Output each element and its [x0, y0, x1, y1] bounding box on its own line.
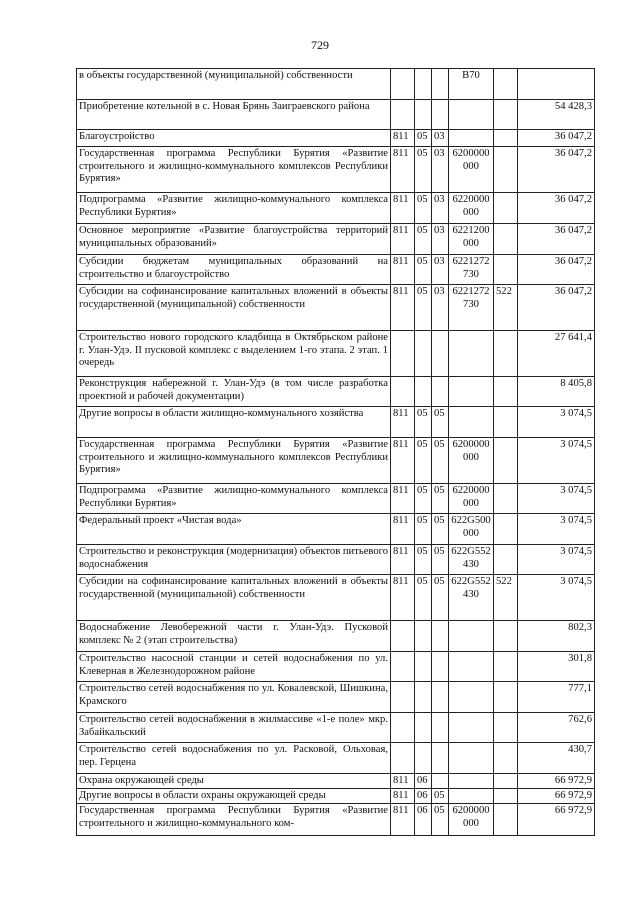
target-article-cell: [449, 682, 494, 713]
subsection-code-cell: 05: [432, 438, 449, 484]
item-name-cell: Другие вопросы в области жилищно-коммунального хозяйства: [77, 407, 391, 438]
target-article-cell: [449, 377, 494, 407]
subsection-code-cell: 03: [432, 285, 449, 331]
expense-type-cell: [494, 130, 518, 147]
amount-cell: 762,6: [518, 713, 595, 743]
expense-type-cell: [494, 789, 518, 804]
target-article-cell: 6220000 000: [449, 484, 494, 514]
subsection-code-cell: [432, 682, 449, 713]
section-code-cell: [415, 743, 432, 774]
item-name-cell: Субсидии на софинансирование капитальных вложений в объекты государственной (муниципальной) собственности: [77, 285, 391, 331]
table-row: [77, 438, 595, 484]
amount-cell: 66 972,9: [518, 804, 595, 836]
item-name-cell: Основное мероприятие «Развитие благоустройства территорий муниципальных образований»: [77, 224, 391, 255]
amount-cell: 3 074,5: [518, 545, 595, 575]
expense-type-cell: [494, 774, 518, 789]
expense-type-cell: [494, 713, 518, 743]
target-article-cell: 6200000 000: [449, 804, 494, 836]
item-name-cell: Реконструкция набережной г. Улан-Удэ (в том числе разработка проектной и рабочей документации): [77, 377, 391, 407]
grbs-code-cell: 811: [391, 484, 415, 514]
table-row: [77, 224, 595, 255]
page-number: 729: [311, 38, 329, 52]
expense-type-cell: [494, 255, 518, 285]
subsection-code-cell: 03: [432, 193, 449, 224]
amount-cell: 54 428,3: [518, 100, 595, 130]
grbs-code-cell: [391, 682, 415, 713]
subsection-code-cell: [432, 713, 449, 743]
item-name-cell: Строительство сетей водоснабжения по ул. Ковалевской, Шишкина, Крамского: [77, 682, 391, 713]
target-article-cell: 622G552 430: [449, 545, 494, 575]
amount-cell: 3 074,5: [518, 407, 595, 438]
grbs-code-cell: [391, 743, 415, 774]
amount-cell: 36 047,2: [518, 224, 595, 255]
amount-cell: 36 047,2: [518, 147, 595, 193]
subsection-code-cell: [432, 743, 449, 774]
expense-type-cell: 522: [494, 285, 518, 331]
amount-cell: 301,8: [518, 652, 595, 682]
subsection-code-cell: 05: [432, 804, 449, 836]
item-name-cell: в объекты государственной (муниципальной) собственности: [77, 69, 391, 100]
expense-type-cell: 522: [494, 575, 518, 621]
expense-type-cell: [494, 224, 518, 255]
item-name-cell: Другие вопросы в области охраны окружающей среды: [77, 789, 391, 804]
table-row: [77, 545, 595, 575]
item-name-cell: Подпрограмма «Развитие жилищно-коммунального комплекса Республики Бурятия»: [77, 193, 391, 224]
item-name-cell: Строительство и реконструкция (модернизация) объектов питьевого водоснабжения: [77, 545, 391, 575]
table-row: [77, 100, 595, 130]
subsection-code-cell: 03: [432, 147, 449, 193]
item-name-cell: Благоустройство: [77, 130, 391, 147]
table-row: [77, 193, 595, 224]
table-row: [77, 331, 595, 377]
expense-type-cell: [494, 652, 518, 682]
item-name-cell: Строительство сетей водоснабжения по ул. Расковой, Ольховая, пер. Герцена: [77, 743, 391, 774]
table-row: [77, 407, 595, 438]
amount-cell: 3 074,5: [518, 514, 595, 545]
target-article-cell: [449, 130, 494, 147]
expense-type-cell: [494, 682, 518, 713]
expense-type-cell: [494, 193, 518, 224]
item-name-cell: Подпрограмма «Развитие жилищно-коммунального комплекса Республики Бурятия»: [77, 484, 391, 514]
item-name-cell: Приобретение котельной в с. Новая Брянь Заиграевского района: [77, 100, 391, 130]
section-code-cell: 05: [415, 545, 432, 575]
table-row: [77, 575, 595, 621]
table-row: [77, 713, 595, 743]
expense-type-cell: [494, 438, 518, 484]
budget-table: [76, 68, 595, 836]
item-name-cell: Строительство сетей водоснабжения в жилмассиве «1-е поле» мкр. Забайкальский: [77, 713, 391, 743]
grbs-code-cell: [391, 621, 415, 652]
section-code-cell: 06: [415, 789, 432, 804]
expense-type-cell: [494, 407, 518, 438]
item-name-cell: Государственная программа Республики Бурятия «Развитие строительного и жилищно-коммунального комплексов Республики Бурятия»: [77, 147, 391, 193]
item-name-cell: Государственная программа Республики Бурятия «Развитие строительного и жилищно-коммунального ком-: [77, 804, 391, 836]
amount-cell: 36 047,2: [518, 193, 595, 224]
table-row: [77, 484, 595, 514]
target-article-cell: [449, 100, 494, 130]
grbs-code-cell: 811: [391, 545, 415, 575]
table-body: [77, 69, 595, 836]
target-article-cell: 622G500 000: [449, 514, 494, 545]
subsection-code-cell: 03: [432, 224, 449, 255]
subsection-code-cell: 03: [432, 255, 449, 285]
target-article-cell: [449, 652, 494, 682]
grbs-code-cell: 811: [391, 147, 415, 193]
grbs-code-cell: [391, 713, 415, 743]
grbs-code-cell: [391, 331, 415, 377]
grbs-code-cell: 811: [391, 130, 415, 147]
section-code-cell: 05: [415, 438, 432, 484]
subsection-code-cell: 05: [432, 407, 449, 438]
table-row: [77, 255, 595, 285]
target-article-cell: 622G552 430: [449, 575, 494, 621]
section-code-cell: [415, 621, 432, 652]
amount-cell: 3 074,5: [518, 484, 595, 514]
grbs-code-cell: 811: [391, 285, 415, 331]
section-code-cell: [415, 713, 432, 743]
section-code-cell: 05: [415, 484, 432, 514]
table-row: [77, 652, 595, 682]
subsection-code-cell: [432, 100, 449, 130]
table-row: [77, 743, 595, 774]
target-article-cell: 6221272 730: [449, 285, 494, 331]
amount-cell: 430,7: [518, 743, 595, 774]
subsection-code-cell: [432, 331, 449, 377]
table-row: [77, 285, 595, 331]
table-row: [77, 130, 595, 147]
grbs-code-cell: 811: [391, 514, 415, 545]
expense-type-cell: [494, 545, 518, 575]
grbs-code-cell: 811: [391, 193, 415, 224]
item-name-cell: Федеральный проект «Чистая вода»: [77, 514, 391, 545]
amount-cell: 36 047,2: [518, 130, 595, 147]
expense-type-cell: [494, 331, 518, 377]
section-code-cell: [415, 652, 432, 682]
table-row: [77, 621, 595, 652]
grbs-code-cell: 811: [391, 575, 415, 621]
table-row: [77, 804, 595, 836]
subsection-code-cell: [432, 69, 449, 100]
amount-cell: 66 972,9: [518, 774, 595, 789]
table-row: [77, 514, 595, 545]
item-name-cell: Строительство насосной станции и сетей водоснабжения по ул. Клеверная в Железнодорожном районе: [77, 652, 391, 682]
item-name-cell: Строительство нового городского кладбища в Октябрьском районе г. Улан-Удэ. II пусковой комплекс с выделением 1-го этапа. 2 этап. 1 очередь: [77, 331, 391, 377]
section-code-cell: 05: [415, 255, 432, 285]
target-article-cell: B70: [449, 69, 494, 100]
amount-cell: 36 047,2: [518, 255, 595, 285]
subsection-code-cell: [432, 621, 449, 652]
section-code-cell: [415, 69, 432, 100]
item-name-cell: Субсидии на софинансирование капитальных вложений в объекты государственной (муниципальной) собственности: [77, 575, 391, 621]
subsection-code-cell: 05: [432, 789, 449, 804]
subsection-code-cell: [432, 652, 449, 682]
expense-type-cell: [494, 621, 518, 652]
table-row: [77, 774, 595, 789]
grbs-code-cell: 811: [391, 774, 415, 789]
amount-cell: [518, 69, 595, 100]
grbs-code-cell: 811: [391, 804, 415, 836]
table-row: [77, 377, 595, 407]
section-code-cell: 05: [415, 147, 432, 193]
subsection-code-cell: [432, 774, 449, 789]
section-code-cell: 05: [415, 285, 432, 331]
table-row: [77, 682, 595, 713]
subsection-code-cell: 05: [432, 484, 449, 514]
expense-type-cell: [494, 69, 518, 100]
amount-cell: 36 047,2: [518, 285, 595, 331]
item-name-cell: Водоснабжение Левобережной части г. Улан-Удэ. Пусковой комплекс № 2 (этап строительства): [77, 621, 391, 652]
grbs-code-cell: [391, 69, 415, 100]
section-code-cell: [415, 100, 432, 130]
item-name-cell: Охрана окружающей среды: [77, 774, 391, 789]
amount-cell: 3 074,5: [518, 438, 595, 484]
section-code-cell: [415, 377, 432, 407]
target-article-cell: [449, 407, 494, 438]
section-code-cell: 05: [415, 407, 432, 438]
amount-cell: 66 972,9: [518, 789, 595, 804]
target-article-cell: 6221200 000: [449, 224, 494, 255]
section-code-cell: 05: [415, 130, 432, 147]
amount-cell: 3 074,5: [518, 575, 595, 621]
section-code-cell: [415, 682, 432, 713]
section-code-cell: 05: [415, 224, 432, 255]
section-code-cell: 05: [415, 193, 432, 224]
grbs-code-cell: [391, 652, 415, 682]
amount-cell: 27 641,4: [518, 331, 595, 377]
subsection-code-cell: 05: [432, 545, 449, 575]
expense-type-cell: [494, 743, 518, 774]
table-row: [77, 147, 595, 193]
expense-type-cell: [494, 377, 518, 407]
section-code-cell: [415, 331, 432, 377]
grbs-code-cell: 811: [391, 438, 415, 484]
table-row: [77, 789, 595, 804]
item-name-cell: Государственная программа Республики Бурятия «Развитие строительного и жилищно-коммунального комплексов Республики Бурятия»: [77, 438, 391, 484]
subsection-code-cell: 05: [432, 514, 449, 545]
section-code-cell: 06: [415, 804, 432, 836]
item-name-cell: Субсидии бюджетам муниципальных образований на строительство и благоустройство: [77, 255, 391, 285]
table-row: [77, 69, 595, 100]
target-article-cell: 6221272 730: [449, 255, 494, 285]
expense-type-cell: [494, 147, 518, 193]
target-article-cell: 6200000 000: [449, 438, 494, 484]
expense-type-cell: [494, 100, 518, 130]
grbs-code-cell: [391, 377, 415, 407]
section-code-cell: 05: [415, 514, 432, 545]
subsection-code-cell: 03: [432, 130, 449, 147]
target-article-cell: [449, 331, 494, 377]
expense-type-cell: [494, 514, 518, 545]
target-article-cell: [449, 789, 494, 804]
target-article-cell: [449, 774, 494, 789]
amount-cell: 777,1: [518, 682, 595, 713]
target-article-cell: [449, 713, 494, 743]
grbs-code-cell: 811: [391, 255, 415, 285]
grbs-code-cell: [391, 100, 415, 130]
subsection-code-cell: [432, 377, 449, 407]
section-code-cell: 05: [415, 575, 432, 621]
expense-type-cell: [494, 804, 518, 836]
grbs-code-cell: 811: [391, 224, 415, 255]
amount-cell: 8 405,8: [518, 377, 595, 407]
target-article-cell: 6220000 000: [449, 193, 494, 224]
amount-cell: 802,3: [518, 621, 595, 652]
subsection-code-cell: 05: [432, 575, 449, 621]
section-code-cell: 06: [415, 774, 432, 789]
target-article-cell: [449, 621, 494, 652]
target-article-cell: [449, 743, 494, 774]
grbs-code-cell: 811: [391, 407, 415, 438]
target-article-cell: 6200000 000: [449, 147, 494, 193]
grbs-code-cell: 811: [391, 789, 415, 804]
expense-type-cell: [494, 484, 518, 514]
